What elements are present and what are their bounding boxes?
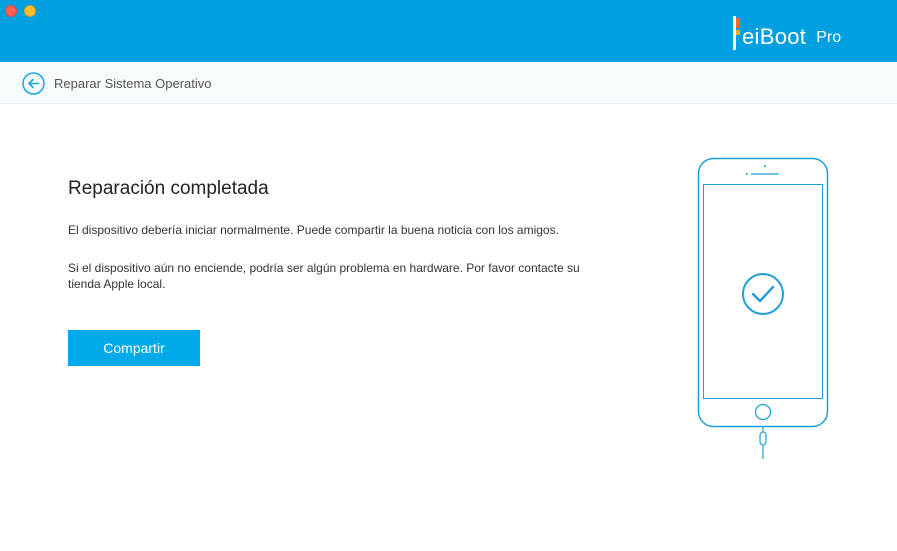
page-header <box>0 62 897 104</box>
app-logo <box>730 14 841 50</box>
app-name: eiBoot <box>742 24 807 49</box>
title-bar <box>0 0 897 62</box>
app-edition: Pro <box>816 29 842 46</box>
close-window-button[interactable] <box>5 5 17 17</box>
iphone-icon <box>697 157 829 460</box>
result-heading: Reparación completada <box>68 178 269 199</box>
reiboot-logo-icon <box>730 16 740 50</box>
arrow-left-circle-icon <box>22 72 45 95</box>
back-button[interactable] <box>22 72 45 95</box>
result-message: El dispositivo debería iniciar normalmente. Puede compartir la buena noticia con los amigos. <box>68 223 559 237</box>
hardware-message: Si el dispositivo aún no enciende, podría ser algún problema en hardware. Por favor contacte su tienda Apple local. <box>68 261 580 291</box>
minimize-window-button[interactable] <box>24 5 36 17</box>
share-button[interactable]: Compartir <box>68 330 200 366</box>
cable-icon <box>760 426 766 459</box>
page-title: Reparar Sistema Operativo <box>54 76 212 91</box>
